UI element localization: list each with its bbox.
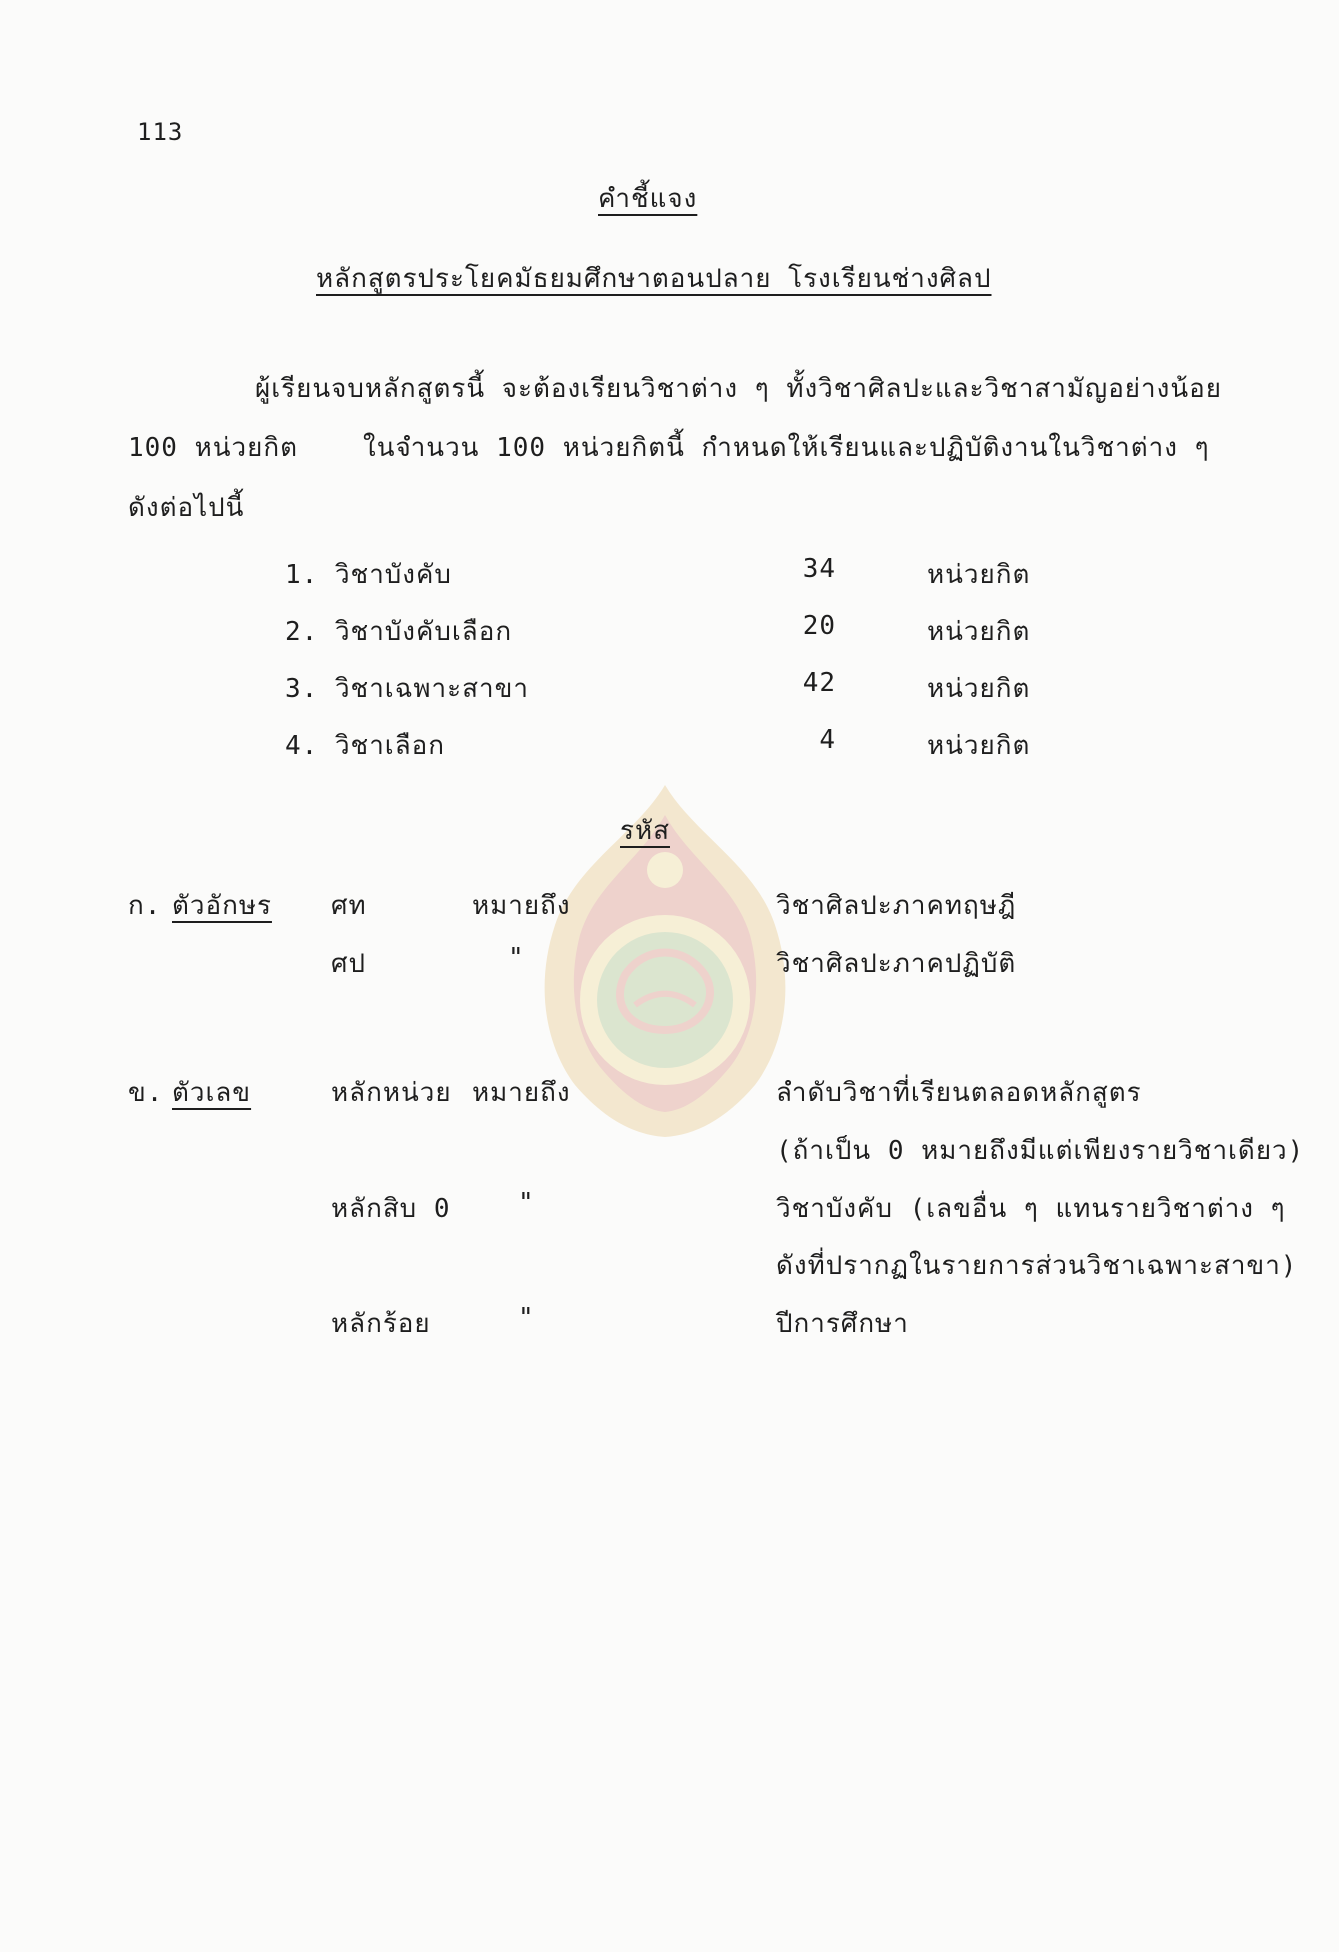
credit-value: 34 (802, 554, 836, 584)
code-desc-cont: ดังที่ปรากฏในรายการส่วนวิชาเฉพาะสาขา) (776, 1251, 1298, 1281)
page-subtitle: หลักสูตรประโยคมัธยมศึกษาตอนปลาย โรงเรียนช่างศิลป (316, 264, 992, 294)
section-title: ตัวเลข (172, 1078, 252, 1108)
credit-label: 3. วิชาเฉพาะสาขา (285, 674, 529, 704)
credit-unit: หน่วยกิต (927, 617, 1031, 647)
section-title: ตัวอักษร (172, 891, 272, 921)
code-key: หลักสิบ 0 (331, 1194, 451, 1224)
code-desc: ลำดับวิชาที่เรียนตลอดหลักสูตร (776, 1078, 1142, 1108)
code-means: " (518, 1303, 535, 1333)
code-means: หมายถึง (472, 1078, 571, 1108)
section-marker: ข. (128, 1078, 164, 1108)
code-means: หมายถึง (472, 891, 571, 921)
code-means: " (518, 1188, 535, 1218)
credit-label: 1. วิชาบังคับ (285, 560, 452, 590)
code-key: หลักร้อย (331, 1309, 431, 1339)
code-desc: วิชาศิลปะภาคทฤษฎี (776, 891, 1017, 921)
code-key: ศป (331, 949, 367, 979)
credit-unit: หน่วยกิต (927, 674, 1031, 704)
section-marker: ก. (128, 891, 162, 921)
credit-value: 20 (802, 611, 836, 641)
code-desc: วิชาบังคับ (เลขอื่น ๆ แทนรายวิชาต่าง ๆ (776, 1194, 1286, 1224)
code-heading: รหัส (620, 816, 670, 846)
credit-label: 2. วิชาบังคับเลือก (285, 617, 513, 647)
intro-line-2b: ในจำนวน 100 หน่วยกิตนี้ กำหนดให้เรียนและปฏิบัติงานในวิชาต่าง ๆ (363, 433, 1210, 463)
credit-value: 42 (802, 668, 836, 698)
intro-line-2a: 100 หน่วยกิต (128, 433, 298, 463)
credit-unit: หน่วยกิต (927, 731, 1031, 761)
code-key: ศท (331, 891, 367, 921)
code-desc-cont: (ถ้าเป็น 0 หมายถึงมีแต่เพียงรายวิชาเดียว) (776, 1136, 1305, 1166)
intro-line-1: ผู้เรียนจบหลักสูตรนี้ จะต้องเรียนวิชาต่าง ๆ ทั้งวิชาศิลปะและวิชาสามัญอย่างน้อย (255, 374, 1222, 404)
code-key: หลักหน่วย (331, 1078, 452, 1108)
credit-label: 4. วิชาเลือก (285, 731, 445, 761)
credit-value: 4 (819, 725, 836, 755)
code-desc: ปีการศึกษา (776, 1309, 909, 1339)
credit-unit: หน่วยกิต (927, 560, 1031, 590)
code-desc: วิชาศิลปะภาคปฏิบัติ (776, 949, 1017, 979)
code-means: " (508, 943, 525, 973)
page-number: 113 (137, 118, 184, 146)
intro-line-3: ดังต่อไปนี้ (128, 493, 245, 523)
page-title: คำชี้แจง (598, 184, 698, 214)
